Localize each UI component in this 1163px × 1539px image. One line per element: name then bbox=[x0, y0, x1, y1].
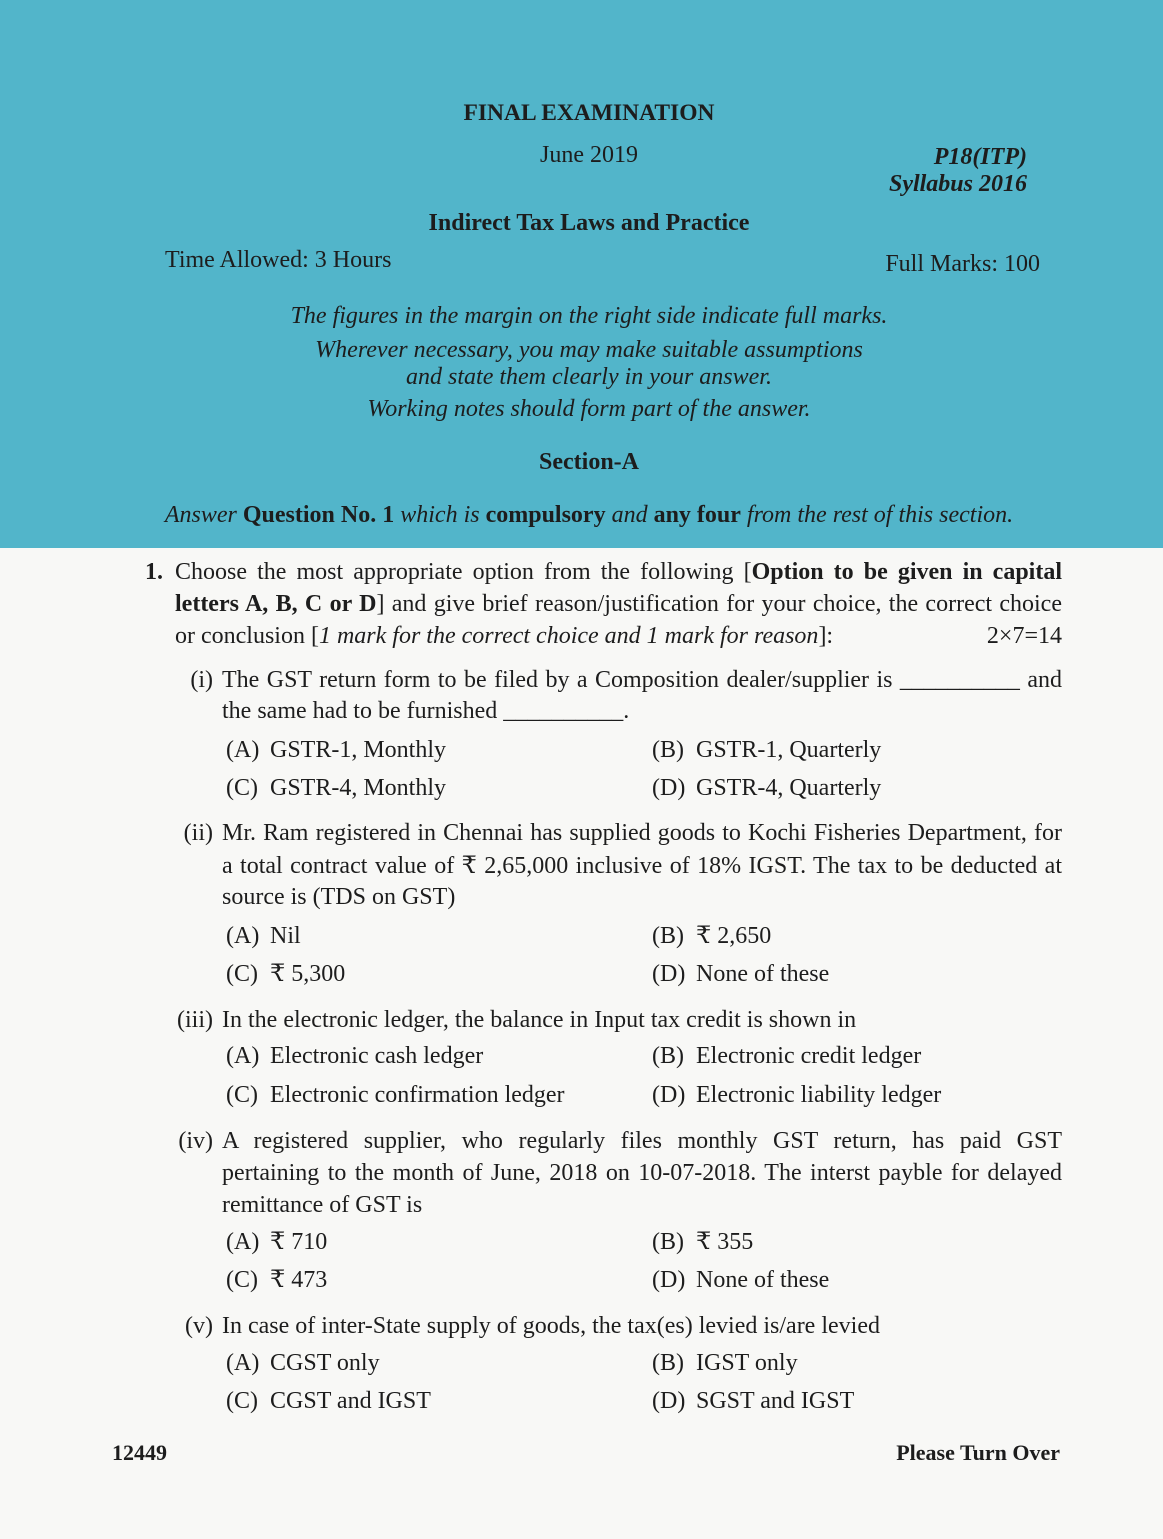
option-text: Electronic credit ledger bbox=[696, 1043, 922, 1069]
option-c bbox=[226, 1386, 431, 1416]
option-text: SGST and IGST bbox=[696, 1388, 855, 1414]
please-turn-over: Please Turn Over bbox=[896, 1440, 1060, 1465]
option-key: (C) bbox=[226, 1388, 258, 1414]
option-key: (D) bbox=[652, 1267, 686, 1293]
option-key: (B) bbox=[652, 1043, 684, 1069]
instruction-line: The figures in the margin on the right side indicate full marks. bbox=[290, 303, 888, 329]
option-key: (D) bbox=[652, 775, 686, 801]
option-key: (B) bbox=[652, 737, 684, 763]
option-b bbox=[652, 735, 881, 765]
option-text: ₹ 2,650 bbox=[696, 923, 772, 949]
intro-text-italic: 1 mark for the correct choice and 1 mark for reason bbox=[318, 623, 819, 649]
option-text: Electronic confirmation ledger bbox=[270, 1082, 565, 1108]
option-key: (A) bbox=[226, 1350, 260, 1376]
option-a bbox=[226, 1227, 327, 1257]
part-text-line: In the electronic ledger, the balance in Input tax credit is shown in bbox=[222, 1007, 857, 1033]
option-a bbox=[226, 1348, 380, 1378]
option-key: (D) bbox=[652, 961, 686, 987]
option-text: ₹ 473 bbox=[270, 1267, 328, 1293]
option-text: Nil bbox=[270, 923, 301, 949]
option-key: (C) bbox=[226, 1267, 258, 1293]
option-text: None of these bbox=[696, 1267, 830, 1293]
part-text-line: remittance of GST is bbox=[222, 1192, 423, 1218]
option-text: Electronic cash ledger bbox=[270, 1043, 484, 1069]
option-d bbox=[652, 1386, 854, 1416]
section-note-text: from the rest of this section. bbox=[746, 502, 1014, 528]
part-label: (i) bbox=[190, 667, 213, 693]
intro-text: Choose the most appropriate option from the following [ bbox=[175, 559, 752, 585]
option-key: (C) bbox=[226, 961, 258, 987]
part-text-line: A registered supplier, who regularly files monthly GST return, has paid GST bbox=[222, 1128, 1062, 1154]
option-key: (C) bbox=[226, 1082, 258, 1108]
part-text-line: Mr. Ram registered in Chennai has supplied goods to Kochi Fisheries Department, for bbox=[222, 820, 1062, 846]
option-d bbox=[652, 1080, 941, 1110]
option-text: IGST only bbox=[696, 1350, 798, 1376]
intro-text-bold: Option to be given in capital bbox=[751, 559, 1062, 585]
option-text: GSTR-4, Quarterly bbox=[696, 775, 882, 801]
part-label: (iii) bbox=[177, 1007, 213, 1033]
question-intro-line bbox=[175, 589, 1062, 619]
option-text: CGST only bbox=[270, 1350, 380, 1376]
part-label: (v) bbox=[185, 1313, 213, 1339]
option-c bbox=[226, 1265, 327, 1295]
intro-text: ] and give brief reason/justification for your choice, the correct choice bbox=[376, 591, 1062, 617]
section-note-text: Question No. 1 bbox=[242, 502, 395, 528]
part-label: (ii) bbox=[183, 820, 213, 846]
part-text-line: The GST return form to be filed by a Composition dealer/supplier is __________ and bbox=[222, 667, 1062, 693]
section-note-text: and bbox=[611, 502, 648, 528]
option-text: Electronic liability ledger bbox=[696, 1082, 942, 1108]
paper-code: P18(ITP) bbox=[933, 144, 1027, 170]
question-number: 1. bbox=[145, 559, 163, 585]
exam-session: June 2019 bbox=[540, 142, 638, 168]
part-text-line: pertaining to the month of June, 2018 on 10-07-2018. The interst payble for delayed bbox=[222, 1160, 1062, 1186]
intro-text: or conclusion [ bbox=[175, 623, 319, 649]
option-text: None of these bbox=[696, 961, 830, 987]
section-note-text: which is bbox=[400, 502, 480, 528]
section-title: Section-A bbox=[539, 449, 639, 475]
option-text: ₹ 710 bbox=[270, 1229, 328, 1255]
question-marks: 2×7=14 bbox=[986, 623, 1062, 649]
option-a bbox=[226, 735, 446, 765]
option-text: ₹ 355 bbox=[696, 1229, 754, 1255]
question-intro-line bbox=[175, 557, 1062, 587]
option-key: (B) bbox=[652, 923, 684, 949]
option-b bbox=[652, 1227, 753, 1257]
part-text-line: the same had to be furnished __________. bbox=[222, 698, 630, 724]
part-text-line: In case of inter-State supply of goods, the tax(es) levied is/are levied bbox=[222, 1313, 880, 1339]
option-key: (A) bbox=[226, 923, 260, 949]
instruction-line: Working notes should form part of the answer. bbox=[367, 396, 811, 422]
instruction-line: and state them clearly in your answer. bbox=[406, 364, 772, 390]
option-key: (A) bbox=[226, 737, 260, 763]
option-c bbox=[226, 773, 446, 803]
full-marks: Full Marks: 100 bbox=[885, 251, 1040, 277]
time-allowed: Time Allowed: 3 Hours bbox=[165, 247, 392, 273]
option-d bbox=[652, 773, 881, 803]
option-key: (A) bbox=[226, 1043, 260, 1069]
option-d bbox=[652, 1265, 829, 1295]
option-key: (B) bbox=[652, 1229, 684, 1255]
option-c bbox=[226, 959, 345, 989]
intro-text: ]: bbox=[818, 623, 834, 649]
question-intro-line bbox=[175, 621, 833, 651]
option-text: ₹ 5,300 bbox=[270, 961, 346, 987]
option-text: GSTR-1, Quarterly bbox=[696, 737, 882, 763]
paper-serial-code: 12449 bbox=[112, 1440, 167, 1465]
option-text: GSTR-4, Monthly bbox=[270, 775, 447, 801]
part-text-line: source is (TDS on GST) bbox=[222, 884, 456, 910]
section-note-text: compulsory bbox=[485, 502, 606, 528]
part-label: (iv) bbox=[178, 1128, 213, 1154]
option-b bbox=[652, 1348, 798, 1378]
option-key: (B) bbox=[652, 1350, 684, 1376]
option-a bbox=[226, 921, 301, 951]
option-key: (C) bbox=[226, 775, 258, 801]
option-c bbox=[226, 1080, 565, 1110]
option-key: (A) bbox=[226, 1229, 260, 1255]
section-note-text: Answer bbox=[164, 502, 237, 528]
section-note bbox=[15, 500, 1163, 530]
section-note-text: any four bbox=[653, 502, 741, 528]
intro-text-bold: letters A, B, C or D bbox=[175, 591, 377, 617]
exam-title: FINAL EXAMINATION bbox=[463, 100, 715, 126]
option-text: CGST and IGST bbox=[270, 1388, 431, 1414]
option-a bbox=[226, 1041, 483, 1071]
subject-title: Indirect Tax Laws and Practice bbox=[428, 210, 750, 236]
option-key: (D) bbox=[652, 1388, 686, 1414]
instruction-line: Wherever necessary, you may make suitable assumptions bbox=[315, 337, 863, 363]
part-text-line: a total contract value of ₹ 2,65,000 inclusive of 18% IGST. The tax to be deducted at bbox=[222, 853, 1062, 879]
syllabus: Syllabus 2016 bbox=[888, 171, 1027, 197]
option-text: GSTR-1, Monthly bbox=[270, 737, 447, 763]
option-d bbox=[652, 959, 829, 989]
option-b bbox=[652, 921, 771, 951]
option-key: (D) bbox=[652, 1082, 686, 1108]
option-b bbox=[652, 1041, 921, 1071]
